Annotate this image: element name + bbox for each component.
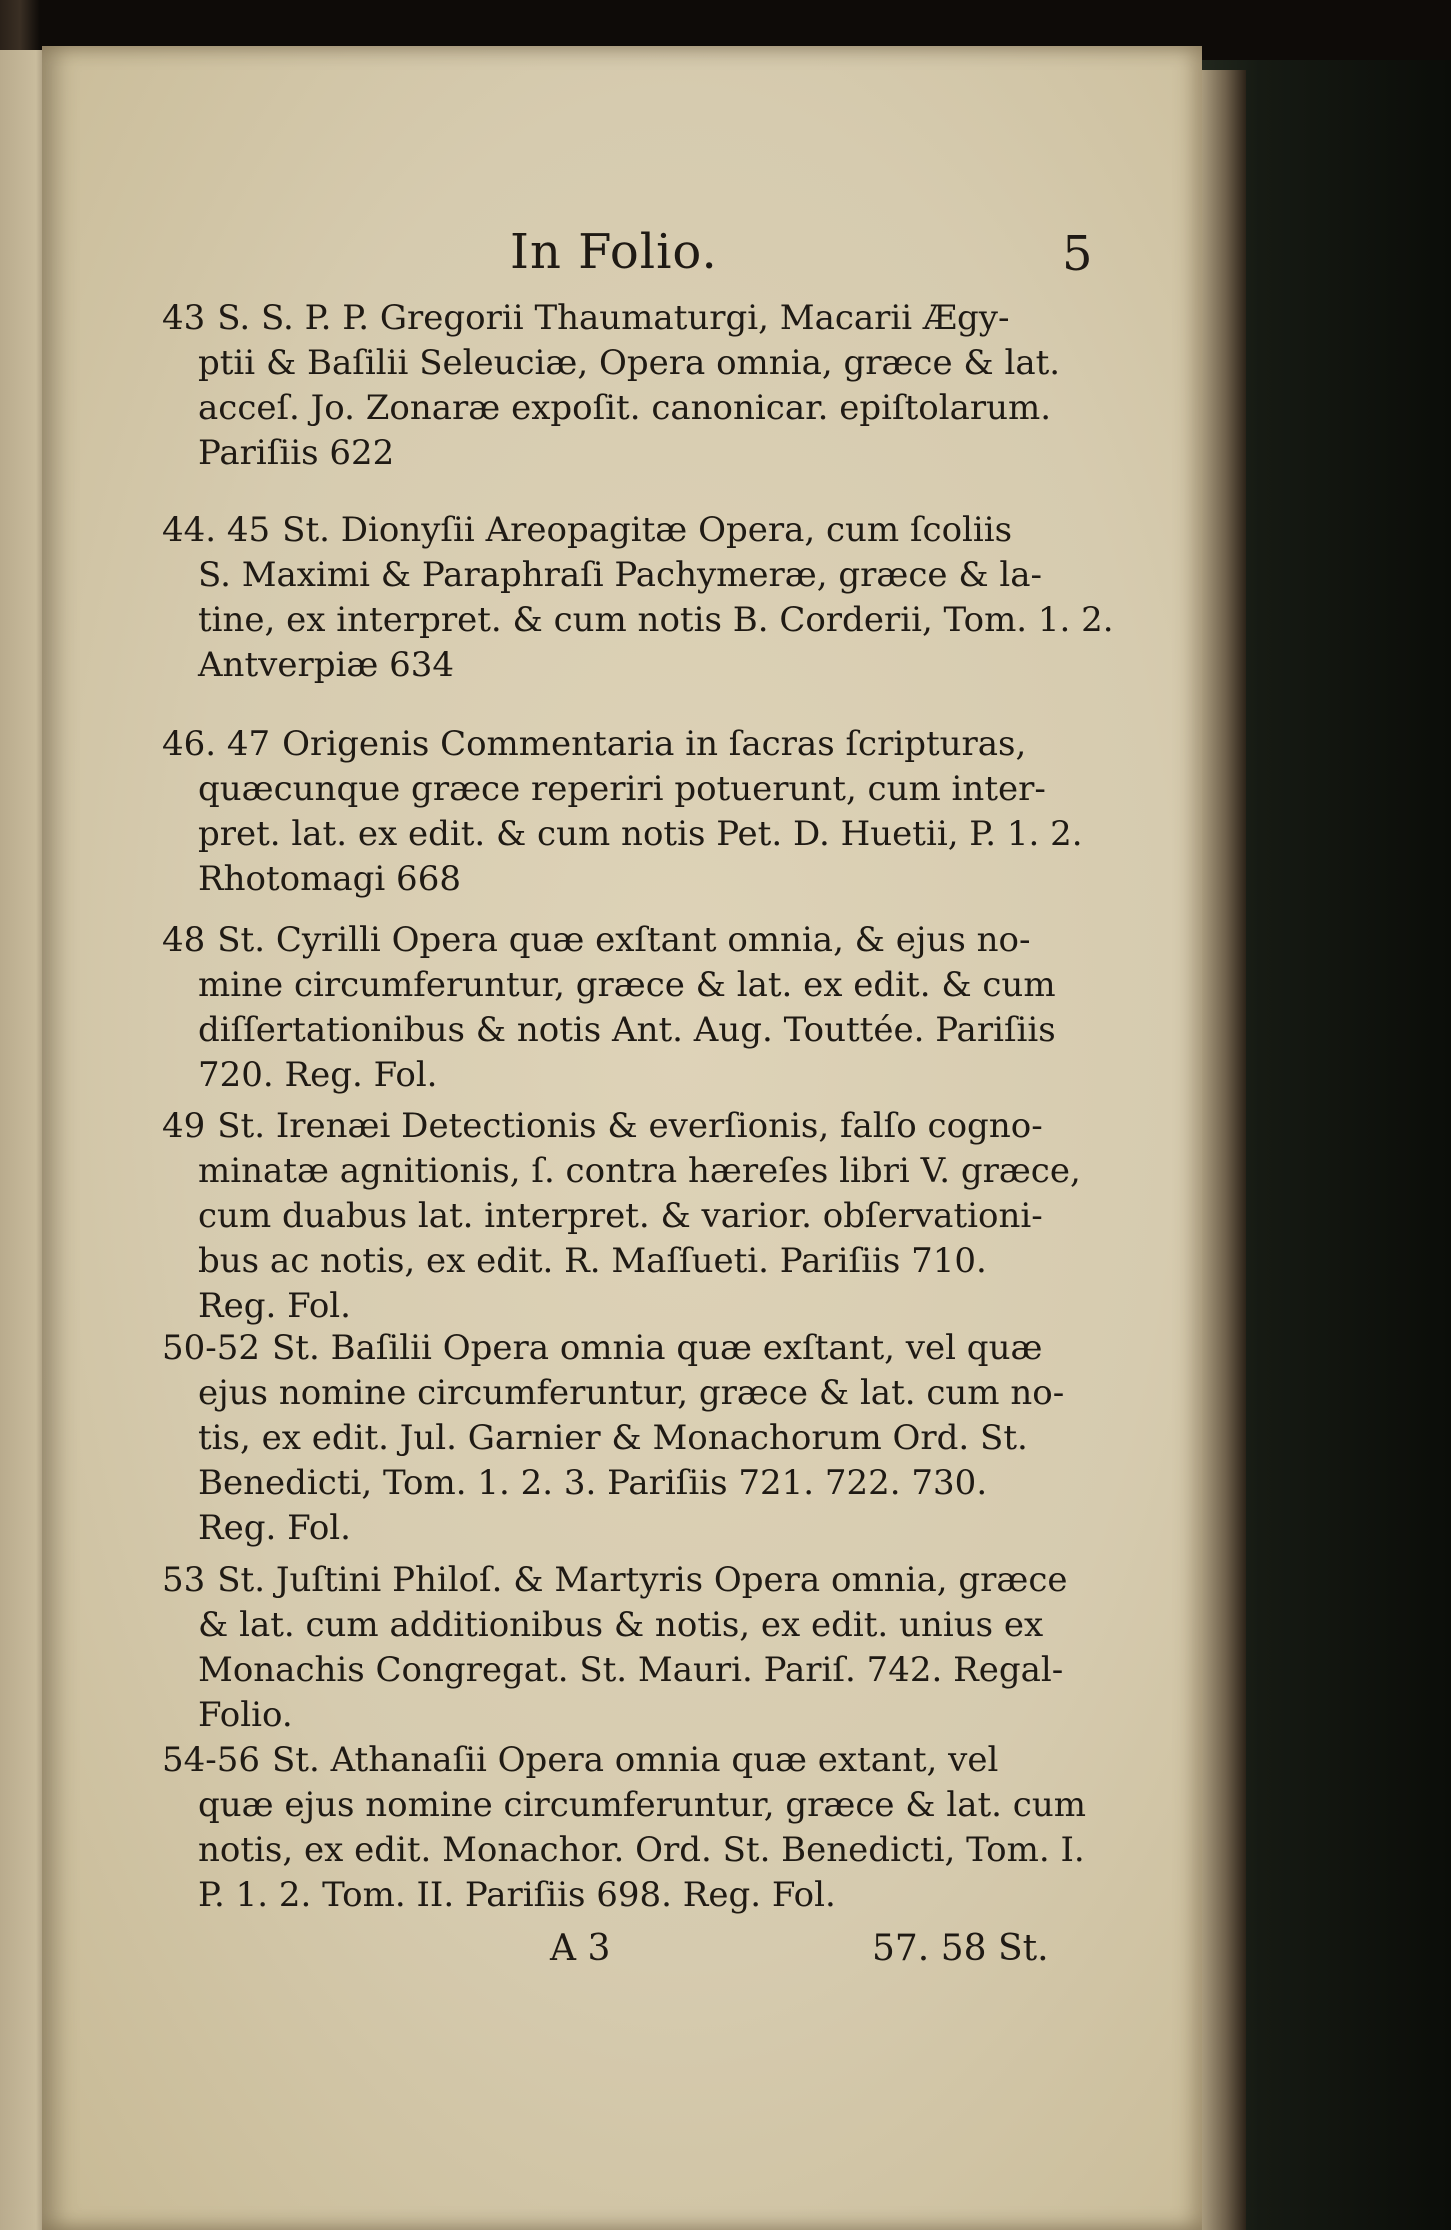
- entry-number: 43: [162, 298, 206, 338]
- entry-line: Reg. Fol.: [198, 1508, 351, 1548]
- book-page: [42, 46, 1202, 2230]
- catalog-entry: [162, 1558, 1092, 1738]
- entry-line: notis, ex edit. Monachor. Ord. St. Benedicti, Tom. I.: [198, 1830, 1085, 1870]
- entry-line: quæ ejus nomine circumferuntur, græce & lat. cum: [198, 1785, 1086, 1825]
- entry-line: cum duabus lat. interpret. & varior. obſervationi-: [198, 1196, 1043, 1236]
- running-title: In Folio.: [510, 224, 718, 280]
- entry-line: Pariſiis 622: [198, 433, 395, 473]
- entry-line: Monachis Congregat. St. Mauri. Pariſ. 742. Regal-: [198, 1650, 1064, 1690]
- entry-line: & lat. cum additionibus & notis, ex edit. unius ex: [198, 1605, 1044, 1645]
- entry-line: 54-56 St. Athanaſii Opera omnia quæ extant, vel: [162, 1740, 999, 1780]
- entry-line: 44. 45 St. Dionyſii Areopagitæ Opera, cum ſcoliis: [162, 510, 1013, 550]
- entry-line: Antverpiæ 634: [198, 645, 454, 685]
- catalog-entry: [162, 918, 1092, 1098]
- entry-line: 49 St. Irenæi Detectionis & everſionis, falſo cogno-: [162, 1106, 1043, 1146]
- entry-number: 53: [162, 1560, 206, 1600]
- page-fore-edge: [1196, 70, 1246, 2230]
- entry-line: mine circumferuntur, græce & lat. ex edit. & cum: [198, 965, 1056, 1005]
- signature-mark: A 3: [550, 1928, 611, 1969]
- catalog-entry: [162, 1326, 1092, 1551]
- entry-line: acceſ. Jo. Zonaræ expoſit. canonicar. epiſtolarum.: [198, 388, 1052, 428]
- entry-line: Rhotomagi 668: [198, 859, 461, 899]
- entry-number: 48: [162, 920, 206, 960]
- entry-line: tine, ex interpret. & cum notis B. Corderii, Tom. 1. 2.: [198, 600, 1114, 640]
- page-number: 5: [1062, 226, 1093, 282]
- entry-line: 720. Reg. Fol.: [198, 1055, 438, 1095]
- page-text: [42, 46, 1202, 2230]
- entry-line: ptii & Baſilii Seleuciæ, Opera omnia, græce & lat.: [198, 343, 1061, 383]
- catalog-entry: [162, 508, 1114, 688]
- entry-line: 46. 47 Origenis Commentaria in ſacras ſcripturas,: [162, 724, 1027, 764]
- entry-line: P. 1. 2. Tom. II. Pariſiis 698. Reg. Fol.: [198, 1875, 836, 1915]
- catalog-entry: [162, 722, 1092, 902]
- entry-line: 43 S. S. P. P. Gregorii Thaumaturgi, Macarii Ægy-: [162, 298, 1010, 338]
- entry-line: Reg. Fol.: [198, 1286, 351, 1326]
- catchword: 57. 58 St.: [872, 1928, 1049, 1969]
- entry-line: 50-52 St. Baſilii Opera omnia quæ exſtant, vel quæ: [162, 1328, 1043, 1368]
- entry-line: 48 St. Cyrilli Opera quæ exſtant omnia, & ejus no-: [162, 920, 1031, 960]
- catalog-entry: [162, 296, 1092, 476]
- entry-line: minatæ agnitionis, ſ. contra hæreſes libri V. græce,: [198, 1151, 1081, 1191]
- entry-line: quæcunque græce reperiri potuerunt, cum inter-: [198, 769, 1046, 809]
- entry-line: Benedicti, Tom. 1. 2. 3. Pariſiis 721. 722. 730.: [198, 1463, 988, 1503]
- entry-number: 54-56: [162, 1740, 261, 1780]
- entry-line: pret. lat. ex edit. & cum notis Pet. D. Huetii, P. 1. 2.: [198, 814, 1083, 854]
- entry-line: S. Maximi & Paraphraſi Pachymeræ, græce & la-: [198, 555, 1043, 595]
- page-footer: [42, 1928, 1202, 1988]
- entry-number: 44. 45: [162, 510, 271, 550]
- running-head: [42, 224, 1202, 304]
- entry-number: 46. 47: [162, 724, 271, 764]
- entry-line: Folio.: [198, 1695, 293, 1735]
- entry-number: 49: [162, 1106, 206, 1146]
- entry-line: 53 St. Juſtini Philoſ. & Martyris Opera omnia, græce: [162, 1560, 1068, 1600]
- entry-line: diſſertationibus & notis Ant. Aug. Touttée. Pariſiis: [198, 1010, 1056, 1050]
- catalog-entry: [162, 1104, 1092, 1329]
- entry-line: bus ac notis, ex edit. R. Maſſueti. Pariſiis 710.: [198, 1241, 987, 1281]
- catalog-entry: [162, 1738, 1092, 1918]
- entry-line: tis, ex edit. Jul. Garnier & Monachorum Ord. St.: [198, 1418, 1028, 1458]
- entry-line: ejus nomine circumferuntur, græce & lat. cum no-: [198, 1373, 1065, 1413]
- entry-number: 50-52: [162, 1328, 261, 1368]
